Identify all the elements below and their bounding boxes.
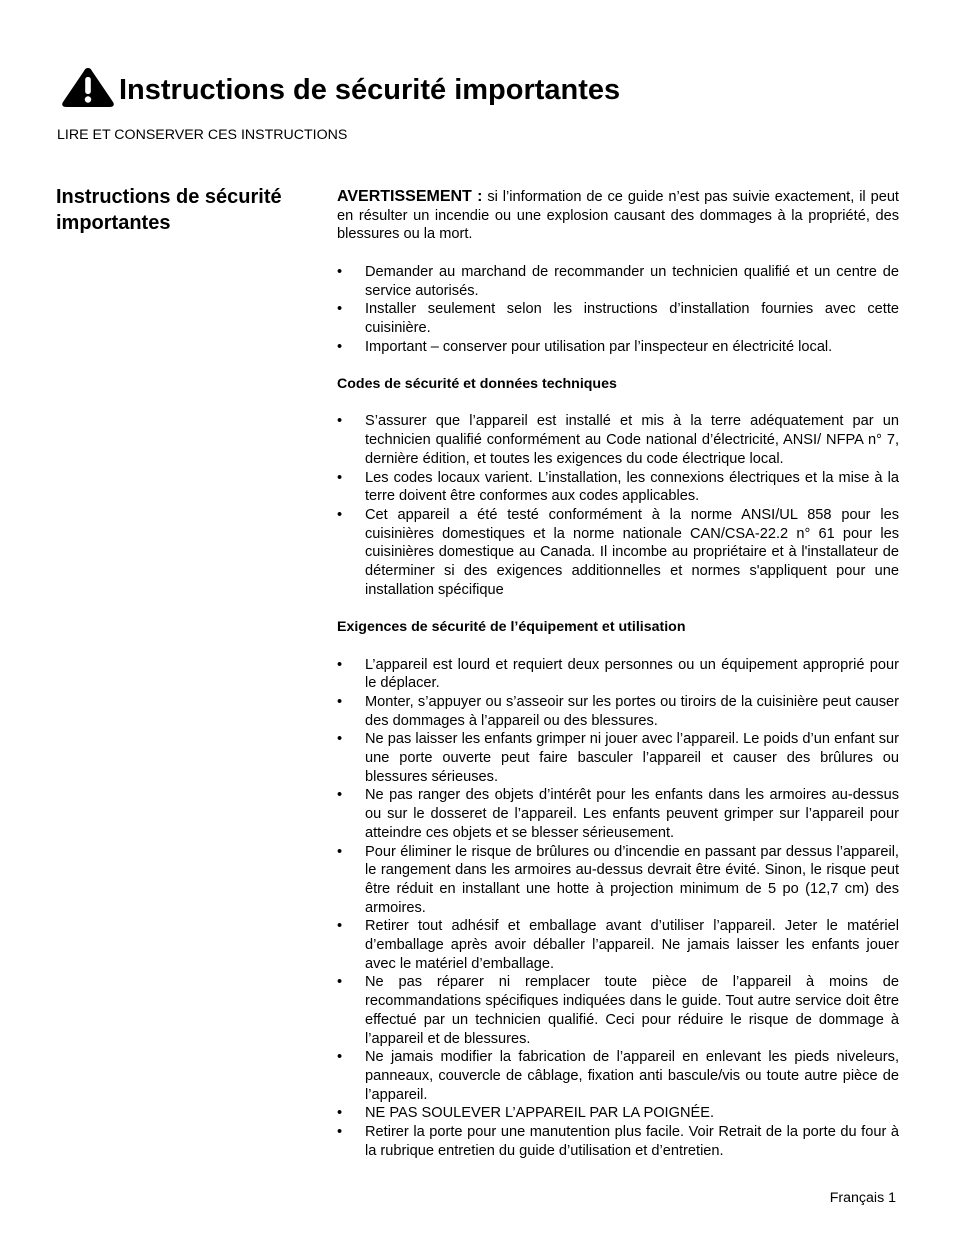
codes-heading: Codes de sécurité et données techniques [337,376,617,392]
list-item: • NE PAS SOULEVER L’APPAREIL PAR LA POIGNÉE. [337,1104,899,1123]
list-item: • Retirer la porte pour une manutention plus facile. Voir Retrait de la porte du four à la rubrique entretien du guide d’utilisation et d’entretien. [337,1123,899,1160]
list-item: • Installer seulement selon les instructions d’installation fournies avec cette cuisinière. [337,300,899,337]
list-item: • Ne pas laisser les enfants grimper ni jouer avec l’appareil. Le poids d’un enfant sur une porte ouverte peut faire basculer l’appareil et causer des brûlures ou blessures sérieuses. [337,730,899,786]
warning-label: AVERTISSEMENT : [337,188,483,205]
list-item: • Cet appareil a été testé conformément à la norme ANSI/UL 858 pour les cuisinières domestiques et la norme nationale CAN/CSA-22.2 n° 61 pour les cuisinières domestique au Canada. Il incombe au propriétaire et à l'installateur de déterminer si des exigences additionnelles et normes s'appliquent pour une installation spécifique [337,506,899,600]
section-heading: Instructions de sécurité importantes [56,186,282,234]
list-item: • Les codes locaux varient. L’installation, les connexions électriques et la mise à la terre doivent être conformes aux codes applicables. [337,469,899,506]
list-item: • L’appareil est lourd et requiert deux personnes ou un équipement approprié pour le déplacer. [337,656,899,693]
equipment-heading: Exigences de sécurité de l’équipement et utilisation [337,619,686,636]
list-item: • Ne pas réparer ni remplacer toute pièce de l’appareil à moins de recommandations spécifiques indiquées dans le guide. Tout autre service doit être effectué par un technicien qualifié. Ceci pour réduire le risque de dommage à l’appareil et de blessures. [337,973,899,1048]
list-item: • Demander au marchand de recommander un technicien qualifié et un centre de service autorisés. [337,263,899,300]
list-item: • Monter, s’appuyer ou s’asseoir sur les portes ou tiroirs de la cuisinière peut causer des dommages à l’appareil ou des blessures. [337,693,899,730]
list-item: • Ne jamais modifier la fabrication de l’appareil en enlevant les pieds niveleurs, panneaux, couvercle de câblage, fixation anti bascule/vis ou toute autre pièce de l’appareil. [337,1048,899,1104]
list-item: • Retirer tout adhésif et emballage avant d’utiliser l’appareil. Jeter le matériel d’emballage après avoir déballer l’appareil. Ne jamais laisser les enfants jouer avec le matériel d’emballage. [337,917,899,973]
equipment-list [337,656,899,1161]
general-list [337,263,899,357]
list-item: • Ne pas ranger des objets d’intérêt pour les enfants dans les armoires au-dessus ou sur le dosseret de l’appareil. Les enfants peuvent grimper sur l’appareil pour atteindre ces objets et se blesser sérieusement. [337,786,899,842]
list-item: • Pour éliminer le risque de brûlures ou d’incendie en passant par dessus l’appareil, le rangement dans les armoires au-dessus devrait être évité. Sinon, le risque peut être réduit en installant une hotte à projection minimum de 5 po (12,7 cm) des armoires. [337,843,899,918]
title-row [60,66,620,108]
warning-paragraph [337,188,899,244]
page-subtitle: LIRE ET CONSERVER CES INSTRUCTIONS [57,127,348,143]
warning-triangle-icon [60,66,116,108]
page-number: Français 1 [829,1190,896,1206]
page-title: Instructions de sécurité importantes [119,74,621,106]
list-item: • Important – conserver pour utilisation par l’inspecteur en électricité local. [337,338,899,357]
codes-list [337,412,899,599]
warning-text: si l’information de ce guide n’est pas suivie exactement, il peut en résulter un incendie ou une explosion causant des dommages à la propriété, des blessures ou la mort. [337,189,899,243]
main-content [337,188,899,1179]
list-item: • S’assurer que l’appareil est installé et mis à la terre adéquatement par un technicien qualifié conformément au Code national d’électricité, ANSI/ NFPA n° 7, dernière édition, et toutes les exigences du code électrique local. [337,412,899,468]
